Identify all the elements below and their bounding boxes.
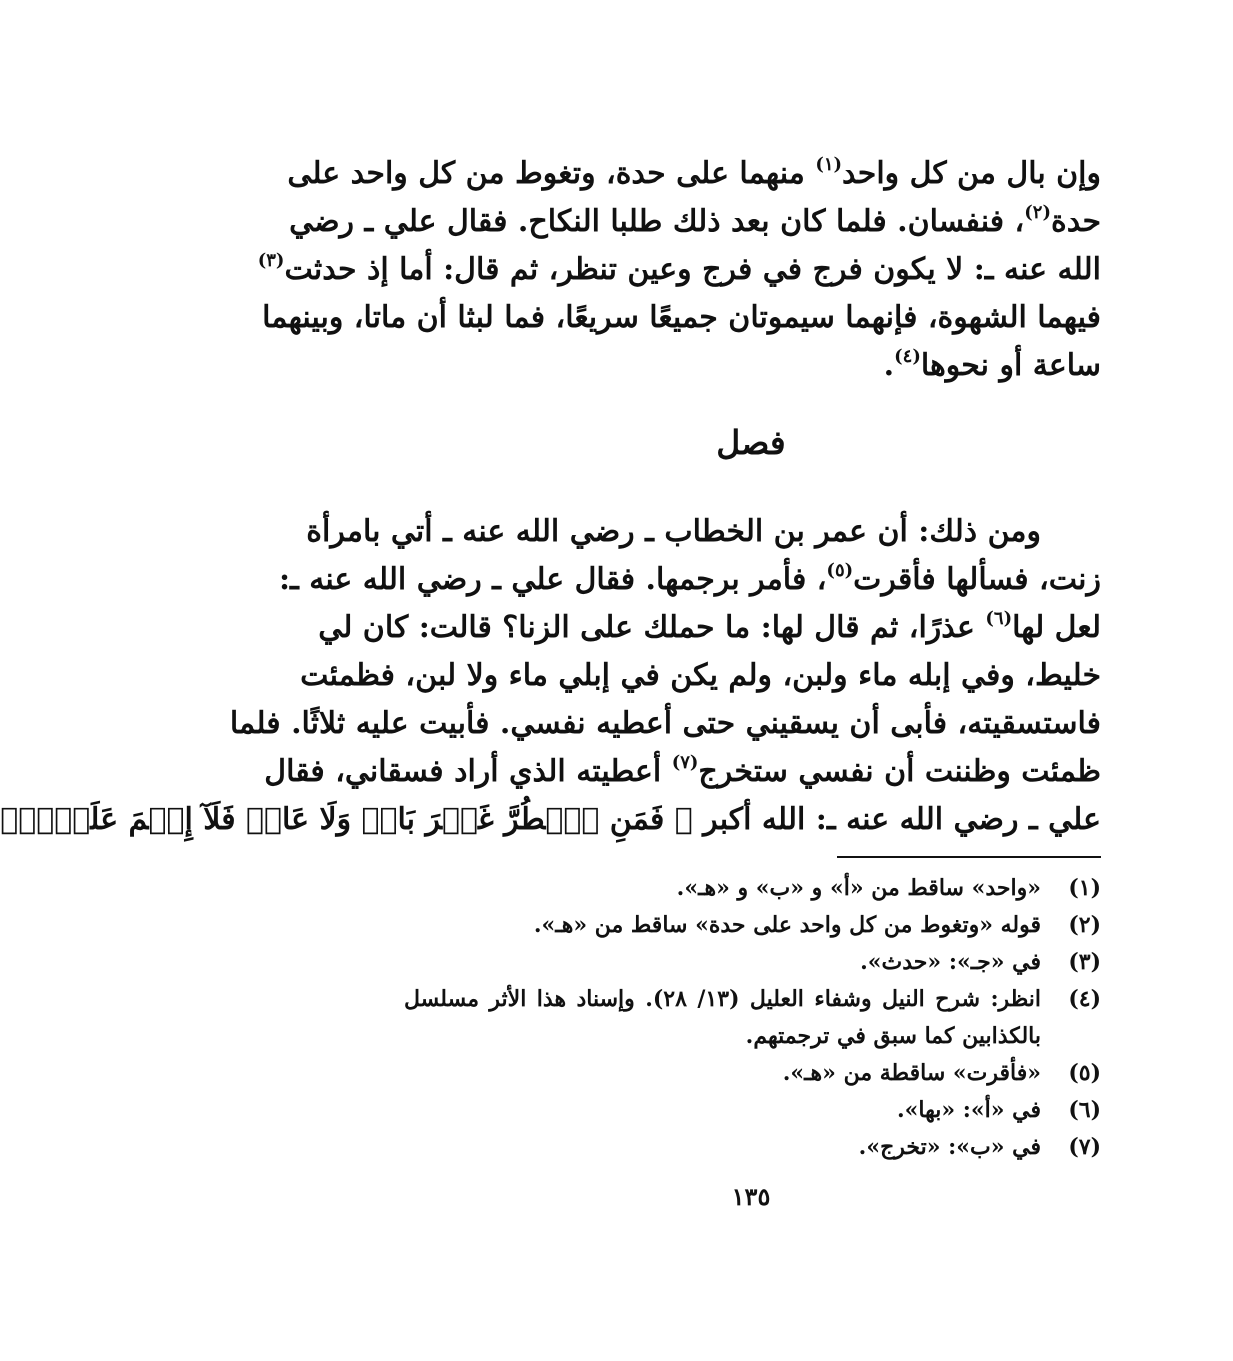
footnote-2 [404, 907, 1101, 944]
paragraph-2-line-1: ومن ذلك: أن عمر بن الخطاب ـ رضي الله عنه ـ أتي بامرأة [306, 514, 1041, 549]
footnote-number: (٧) [1068, 1134, 1101, 1160]
footnote-text: «فأقرت» ساقطة من «هـ». [782, 1060, 1041, 1086]
paragraph-1-line-5: ساعة أو نحوها$^{(٤)}$. [883, 346, 1101, 383]
footnote-text: «واحد» ساقط من «أ» و «ب» و «هـ». [676, 875, 1041, 901]
page-number: ١٣٥ [731, 1182, 771, 1211]
footnote-marker-5: (٥) [826, 560, 854, 581]
paragraph-1-line-4: فيهما الشهوة، فإنهما سيموتان جميعًا سريعًا، فما لبثا أن ماتا، وبينهما [262, 300, 1101, 335]
footnote-text: في «جـ»: «حدث». [860, 949, 1041, 975]
footnote-7 [404, 1129, 1101, 1166]
footnote-marker-6: (٦) [985, 608, 1013, 629]
footnote-marker-2: (٢) [1024, 202, 1051, 223]
footnote-text: قوله «وتغوط من كل واحد على حدة» ساقط من «هـ». [533, 912, 1041, 938]
footnote-divider [837, 856, 1101, 858]
paragraph-1-line-3: الله عنه ـ: لا يكون فرج في فرج وعين تنظر، ثم قال: أما إذ حدثت$^{(٣)}$ [257, 250, 1101, 287]
paragraph-2-line-3: لعل لها$^{(٦)}$ عذرًا، ثم قال لها: ما حملك على الزنا؟ قالت: كان لي [318, 608, 1101, 645]
footnote-number: (١) [1068, 875, 1101, 901]
paragraph-1-line-2: حدة$^{(٢)}$، فنفسان. فلما كان بعد ذلك طلبا النكاح. فقال علي ـ رضي [289, 202, 1101, 239]
footnote-marker-3: (٣) [257, 250, 285, 271]
footnote-marker-1: (١) [815, 154, 843, 175]
paragraph-2-line-4: خليط، وفي إبله ماء ولبن، ولم يكن في إبلي ماء ولا لبن، فظمئت [300, 658, 1101, 693]
footnote-number: (٥) [1068, 1060, 1101, 1086]
footnote-1 [404, 870, 1101, 907]
footnotes [404, 870, 1101, 1166]
paragraph-1 [257, 150, 1101, 390]
footnote-5 [404, 1055, 1101, 1092]
footnote-3 [404, 944, 1101, 981]
footnote-4 [404, 981, 1101, 1055]
footnote-text: انظر: شرح النيل وشفاء العليل (١٣/ ٢٨). وإسناد هذا الأثر مسلسل [404, 986, 1041, 1012]
footnote-6 [404, 1092, 1101, 1129]
paragraph-2-line-5: فاستسقيته، فأبى أن يسقيني حتى أعطيه نفسي. فأبيت عليه ثلاثًا. فلما [229, 706, 1101, 741]
footnote-number: (٤) [1068, 986, 1101, 1012]
paragraph-2-line-7: علي ـ رضي الله عنه ـ: الله أكبر ﴿ فَمَنِ ٱضۡطُرَّ غَيۡرَ بَاغٖ وَلَا عَادٖ فَلَآ إِثۡمَ عَلَيۡهِۚ [0, 802, 1101, 837]
paragraph-2 [0, 508, 1101, 844]
footnote-number: (٢) [1068, 912, 1101, 938]
paragraph-2-line-6: ظمئت وظننت أن نفسي ستخرج$^{(٧)}$ أعطيته الذي أراد فسقاني، فقال [264, 752, 1101, 789]
paragraph-2-line-2: زنت، فسألها فأقرت$^{(٥)}$، فأمر برجمها. فقال علي ـ رضي الله عنه ـ: [278, 560, 1101, 597]
footnote-text: في «ب»: «تخرج». [858, 1134, 1041, 1160]
footnote-number: (٣) [1068, 949, 1101, 975]
paragraph-1-line-1: وإن بال من كل واحد$^{(١)}$ منهما على حدة، وتغوط من كل واحد على [287, 154, 1101, 191]
footnote-marker-7: (٧) [671, 752, 699, 773]
footnote-number: (٦) [1068, 1097, 1101, 1123]
footnote-text-continued: بالكذابين كما سبق في ترجمتهم. [745, 1023, 1041, 1049]
footnote-text: في «أ»: «بها». [896, 1097, 1041, 1123]
footnote-marker-4: (٤) [894, 346, 921, 367]
section-heading: فصل [716, 423, 786, 462]
